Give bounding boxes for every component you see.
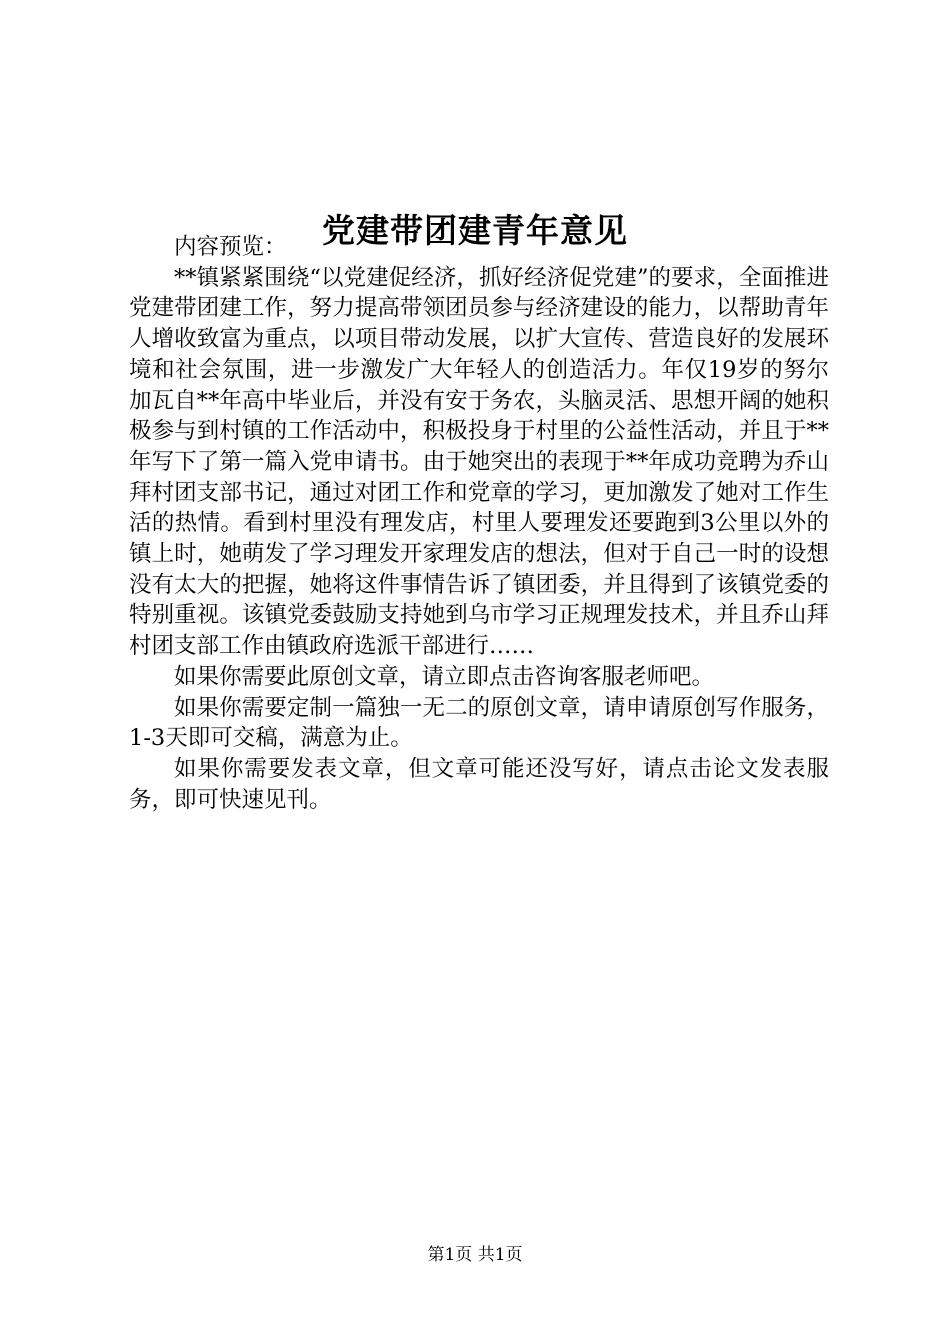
publishing-service-paragraph: 如果你需要发表文章，但文章可能还没写好，请点击论文发表服务，即可快速见刊。	[129, 755, 829, 813]
article-preview-paragraph: **镇紧紧围绕“以党建促经济，抓好经济促党建”的要求，全面推进党建带团建工作，努力提高带领团员参与经济建设的能力，以帮助青年人增收致富为重点，以项目带动发展，以扩大宣传、营造良好的发展环境和社会氛围，进一步激发广大年轻人的创造活力。年仅19岁的努尔加瓦自**年高中毕业后，并没有安于务农，头脑灵活、思想开阔的她积极参与到村镇的工作活动中，积极投身于村里的公益性活动，并且于**年写下了第一篇入党申请书。由于她突出的表现于**年成功竞聘为乔山拜村团支部书记，通过对团工作和党章的学习，更加激发了她对工作生活的热情。看到村里没有理发店，村里人要理发还要跑到3公里以外的镇上时，她萌发了学习理发开家理发店的想法，但对于自己一时的设想没有太大的把握，她将这件事情告诉了镇团委，并且得到了该镇党委的特别重视。该镇党委鼓励支持她到乌市学习正规理发技术，并且乔山拜村团支部工作由镇政府选派干部进行……	[129, 264, 829, 660]
preview-label: 内容预览：	[174, 234, 287, 260]
page-number-footer: 第1页 共1页	[427, 1245, 523, 1265]
document-title: 党建带团建青年意见	[322, 211, 628, 251]
consult-service-paragraph: 如果你需要此原创文章，请立即点击咨询客服老师吧。	[174, 663, 715, 690]
document-body	[129, 232, 829, 815]
custom-writing-paragraph: 如果你需要定制一篇独一无二的原创文章，请申请原创写作服务，1-3天即可交稿，满意为止。	[129, 694, 829, 752]
